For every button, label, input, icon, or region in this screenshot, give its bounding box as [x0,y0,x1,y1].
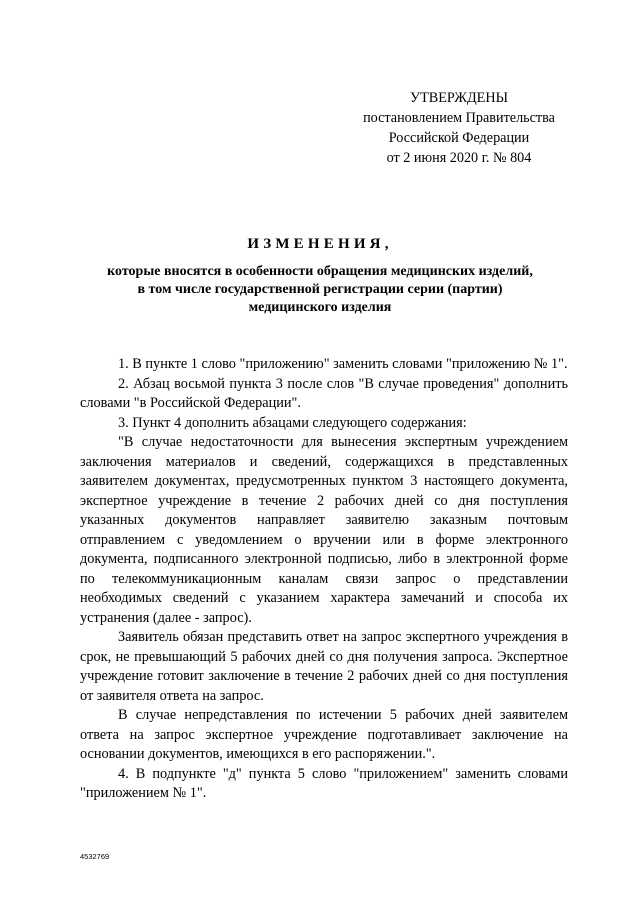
paragraph-1: 1. В пункте 1 слово "приложению" заменить словами "приложению № 1". [118,356,568,372]
approval-line-2: Российской Федерации [388,130,530,146]
subtitle-line-1: которые вносятся в особенности обращения медицинских изделий, [107,264,533,279]
paragraph-5: Заявитель обязан представить ответ на запрос экспертного учреждения в срок, не превышающий 5 рабочих дней со дня получения запроса. Экспертное учреждение готовит заключение в течение 2 рабочих дней со дня поступления от заявителя ответа на запрос. [80,629,568,704]
paragraph-2: 2. Абзац восьмой пункта 3 после слов "В случае проведения" дополнить словами "в Российской Федерации". [80,375,568,411]
document-subtitle [60,263,580,317]
subtitle-line-3: медицинского изделия [248,300,392,315]
document-body [80,355,568,804]
approval-line-1: постановлением Правительства [363,110,555,126]
paragraph-3: 3. Пункт 4 дополнить абзацами следующего содержания: [118,414,467,431]
paragraph-4: "В случае недостаточности для вынесения экспертным учреждением заключения материалов и сведений, содержащихся в представленных заявителем документах, предусмотренных пунктом 3 настоящего документа, экспертное учреждение в течение 2 рабочих дней со дня поступления указанных документов направляет заявителю заказным почтовым отправлением с уведомлением о вручении или в форме электронного документа, подписанного электронной подписью, либо в электронной форме по телекоммуникационным каналам связи запрос о представлении необходимых сведений с указанием характера замечаний и способа их устранения (далее - запрос). [80,434,568,626]
paragraph-6: В случае непредставления по истечении 5 рабочих дней заявителем ответа на запрос экспертное учреждение подготавливает заключение на основании документов, имеющихся в его распоряжении.". [80,707,568,762]
document-title: ИЗМЕНЕНИЯ, [247,236,393,252]
approval-heading: УТВЕРЖДЕНЫ [410,90,508,106]
subtitle-line-2: в том числе государственной регистрации серии (партии) [137,282,503,297]
footer-code: 4532769 [80,852,110,861]
paragraph-7: 4. В подпункте "д" пункта 5 слово "приложением" заменить словами "приложением № 1". [80,765,568,801]
approval-block [340,88,578,168]
approval-line-3: от 2 июня 2020 г. № 804 [386,150,532,166]
